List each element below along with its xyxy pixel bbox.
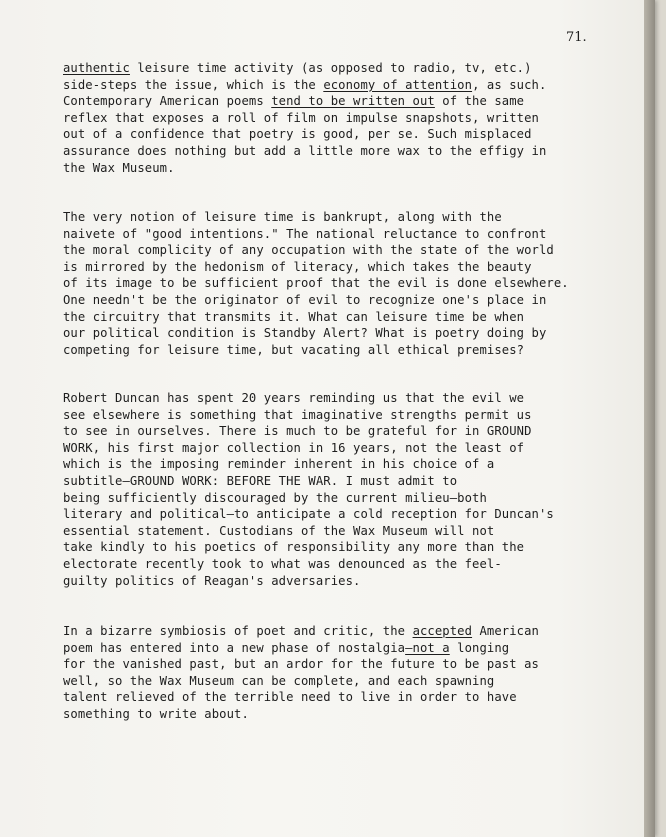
text-line: Contemporary American poems tend to be written out of the same: [63, 94, 525, 109]
text-line: Robert Duncan has spent 20 years reminding us that the evil we: [63, 391, 525, 405]
paragraph-4: [63, 623, 623, 723]
text-line: subtitle—GROUND WORK: BEFORE THE WAR. I must admit to: [63, 473, 458, 488]
text-line: the moral complicity of any occupation with the state of the world: [63, 243, 554, 258]
text-line: something to write about.: [63, 706, 249, 721]
text-line: poem has entered into a new phase of nostalgia—not a longing: [63, 640, 510, 655]
text-line: essential statement. Custodians of the Wax Museum will not: [63, 523, 495, 538]
text-line: reflex that exposes a roll of film on impulse snapshots, written: [63, 110, 539, 125]
text-line: our political condition is Standby Alert? What is poetry doing by: [63, 326, 547, 341]
text-line: being sufficiently discouraged by the current milieu—both: [63, 490, 487, 505]
text-line: guilty politics of Reagan's adversaries.: [63, 573, 361, 588]
text-line: authentic leisure time activity (as opposed to radio, tv, etc.): [63, 61, 532, 75]
text-line: well, so the Wax Museum can be complete, and each spawning: [63, 673, 495, 688]
text-line: see elsewhere is something that imaginative strengths permit us: [63, 407, 532, 422]
text-line: WORK, his first major collection in 16 years, not the least of: [63, 440, 525, 455]
paragraph-2: [63, 209, 623, 358]
text-line: is mirrored by the hedonism of literacy, which takes the beauty: [63, 259, 532, 274]
text-line: One needn't be the originator of evil to recognize one's place in: [63, 292, 547, 307]
text-line: out of a confidence that poetry is good, per se. Such misplaced: [63, 127, 532, 142]
paragraph-1: [63, 60, 623, 176]
page-number: 71.: [566, 30, 587, 45]
text-line: talent relieved of the terrible need to live in order to have: [63, 690, 517, 705]
text-line: side-steps the issue, which is the economy of attention, as such.: [63, 77, 547, 92]
text-line: electorate recently took to what was denounced as the feel-: [63, 556, 502, 571]
page-binding-edge: [644, 0, 655, 837]
text-line: The very notion of leisure time is bankrupt, along with the: [63, 210, 502, 224]
text-line: the circuitry that transmits it. What can leisure time be when: [63, 309, 525, 324]
text-line: assurance does nothing but add a little more wax to the effigy in: [63, 143, 547, 158]
text-line: to see in ourselves. There is much to be grateful for in GROUND: [63, 424, 532, 439]
text-line: naivete of "good intentions." The national reluctance to confront: [63, 226, 547, 241]
text-line: which is the imposing reminder inherent in his choice of a: [63, 457, 495, 472]
text-line: In a bizarre symbiosis of poet and critic, the accepted American: [63, 624, 539, 638]
paragraph-3: [63, 390, 623, 589]
text-line: take kindly to his poetics of responsibility any more than the: [63, 540, 525, 555]
text-line: literary and political—to anticipate a cold reception for Duncan's: [63, 507, 554, 522]
text-line: competing for leisure time, but vacating all ethical premises?: [63, 342, 525, 357]
text-line: for the vanished past, but an ardor for the future to be past as: [63, 657, 539, 672]
text-line: of its image to be sufficient proof that the evil is done elsewhere.: [63, 276, 569, 291]
text-line: the Wax Museum.: [63, 160, 175, 175]
